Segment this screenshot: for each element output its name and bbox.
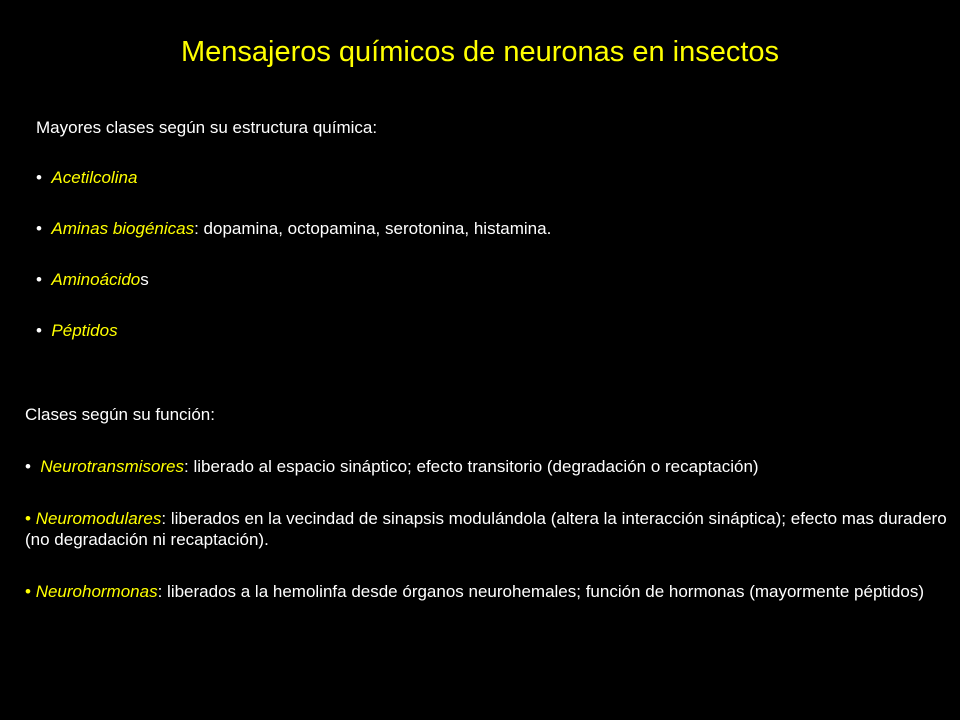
slide-title: Mensajeros químicos de neuronas en insectos — [180, 36, 780, 68]
function-term: Neuromodulares — [35, 509, 162, 528]
function-rest: : liberados a la hemolinfa desde órganos neurohemales; función de hormonas (mayormente péptidos) — [157, 582, 924, 601]
bullet: • — [36, 168, 42, 187]
structure-term: Péptidos — [51, 321, 118, 340]
function-rest: : liberado al espacio sináptico; efecto transitorio (degradación o recaptación) — [184, 457, 759, 476]
structure-item-aminas — [36, 219, 936, 239]
function-term: Neurohormonas — [35, 582, 158, 601]
function-heading: Clases según su función: — [25, 405, 215, 424]
function-rest: : liberados en la vecindad de sinapsis modulándola (altera la interacción sináptica); efecto mas duradero (no degradación ni recaptación). — [25, 509, 947, 549]
function-item-neurohormonas — [25, 581, 955, 602]
bullet: • — [25, 582, 31, 601]
structure-rest: : dopamina, octopamina, serotonina, histamina. — [194, 219, 552, 238]
bullet: • — [25, 457, 31, 476]
structure-item-aminoacidos — [36, 270, 936, 290]
function-section — [25, 404, 955, 633]
function-item-neuromodulares — [25, 508, 955, 550]
structure-item-peptidos — [36, 321, 936, 341]
structure-section — [36, 118, 936, 372]
bullet: • — [36, 219, 42, 238]
bullet: • — [25, 509, 31, 528]
bullet: • — [36, 270, 42, 289]
function-item-neurotransmisores — [25, 456, 955, 477]
structure-rest: s — [140, 270, 149, 289]
structure-term: Aminas biogénicas — [51, 219, 195, 238]
function-term: Neurotransmisores — [40, 457, 185, 476]
structure-term: Aminoácido — [51, 270, 141, 289]
bullet: • — [36, 321, 42, 340]
structure-term: Acetilcolina — [51, 168, 138, 187]
structure-item-acetilcolina — [36, 168, 936, 188]
structure-heading: Mayores clases según su estructura química: — [36, 118, 378, 137]
